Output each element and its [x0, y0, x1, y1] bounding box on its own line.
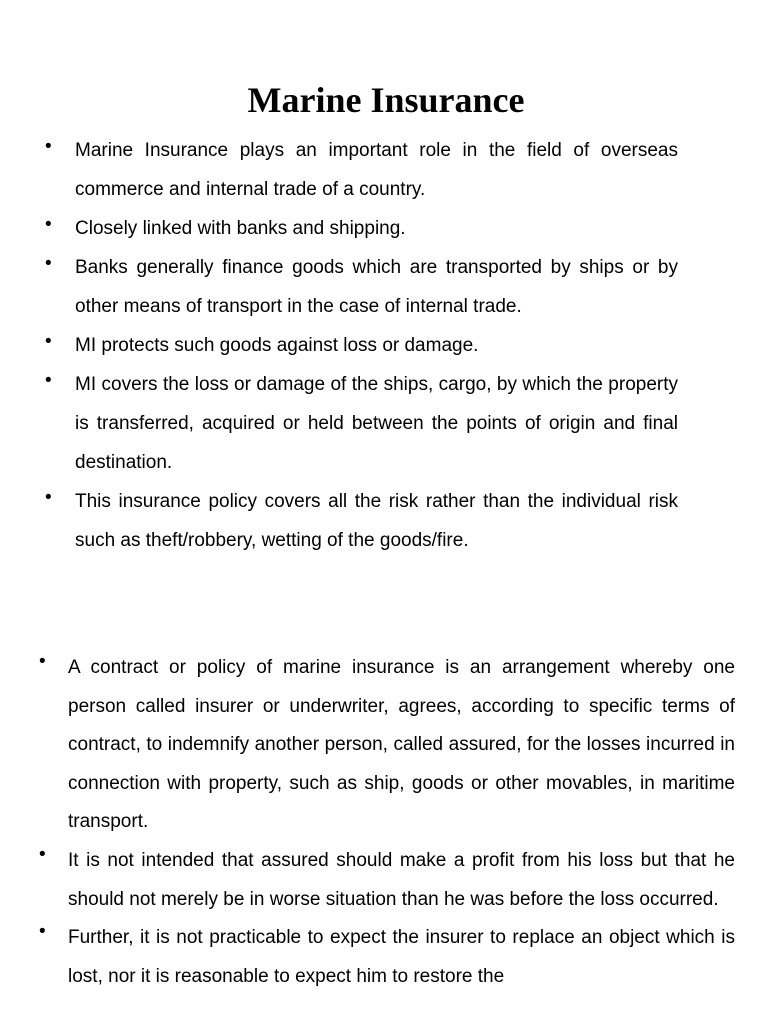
bullet-icon: • [45, 136, 52, 157]
bullet-icon: • [39, 921, 46, 943]
list-item-text: MI covers the loss or damage of the ships, cargo, by which the property is transferred, acquired or held between the points of origin and final destination. [75, 374, 678, 473]
list-item-text: Banks generally finance goods which are transported by ships or by other means of transport in the case of internal trade. [75, 257, 678, 317]
bullet-icon: • [39, 843, 46, 865]
list-item-text: A contract or policy of marine insurance is an arrangement whereby one person called insurer or underwriter, agrees, according to specific terms of contract, to indemnify another person, called assured, for the losses incurred in connection with property, such as ship, goods or other movables, in maritime transport. [68, 657, 735, 833]
list-item [45, 209, 678, 248]
bullet-icon: • [45, 487, 52, 508]
bullet-icon: • [39, 651, 46, 672]
list-item [45, 365, 678, 482]
bullet-list-overview [45, 131, 678, 560]
list-item [39, 919, 735, 996]
bullet-icon: • [45, 253, 52, 274]
list-item [45, 131, 678, 209]
list-item-text: MI protects such goods against loss or damage. [75, 335, 479, 356]
list-item-text: Marine Insurance plays an important role in the field of overseas commerce and internal trade of a country. [75, 140, 678, 200]
list-item [39, 649, 735, 842]
list-item [45, 482, 678, 560]
list-item [39, 842, 735, 919]
list-item [45, 248, 678, 326]
bullet-icon: • [45, 370, 52, 391]
list-item [45, 326, 678, 365]
bullet-list-contract [39, 649, 735, 996]
list-item-text: Closely linked with banks and shipping. [75, 218, 406, 239]
bullet-icon: • [45, 331, 52, 352]
list-item-text: Further, it is not practicable to expect the insurer to replace an object which is lost, nor it is reasonable to expect him to restore the [68, 927, 735, 987]
page-title: Marine Insurance [247, 80, 525, 120]
bullet-icon: • [45, 214, 52, 235]
list-item-text: This insurance policy covers all the risk rather than the individual risk such as theft/robbery, wetting of the goods/fire. [75, 491, 678, 551]
list-item-text: It is not intended that assured should make a profit from his loss but that he should not merely be in worse situation than he was before the loss occurred. [68, 849, 735, 910]
